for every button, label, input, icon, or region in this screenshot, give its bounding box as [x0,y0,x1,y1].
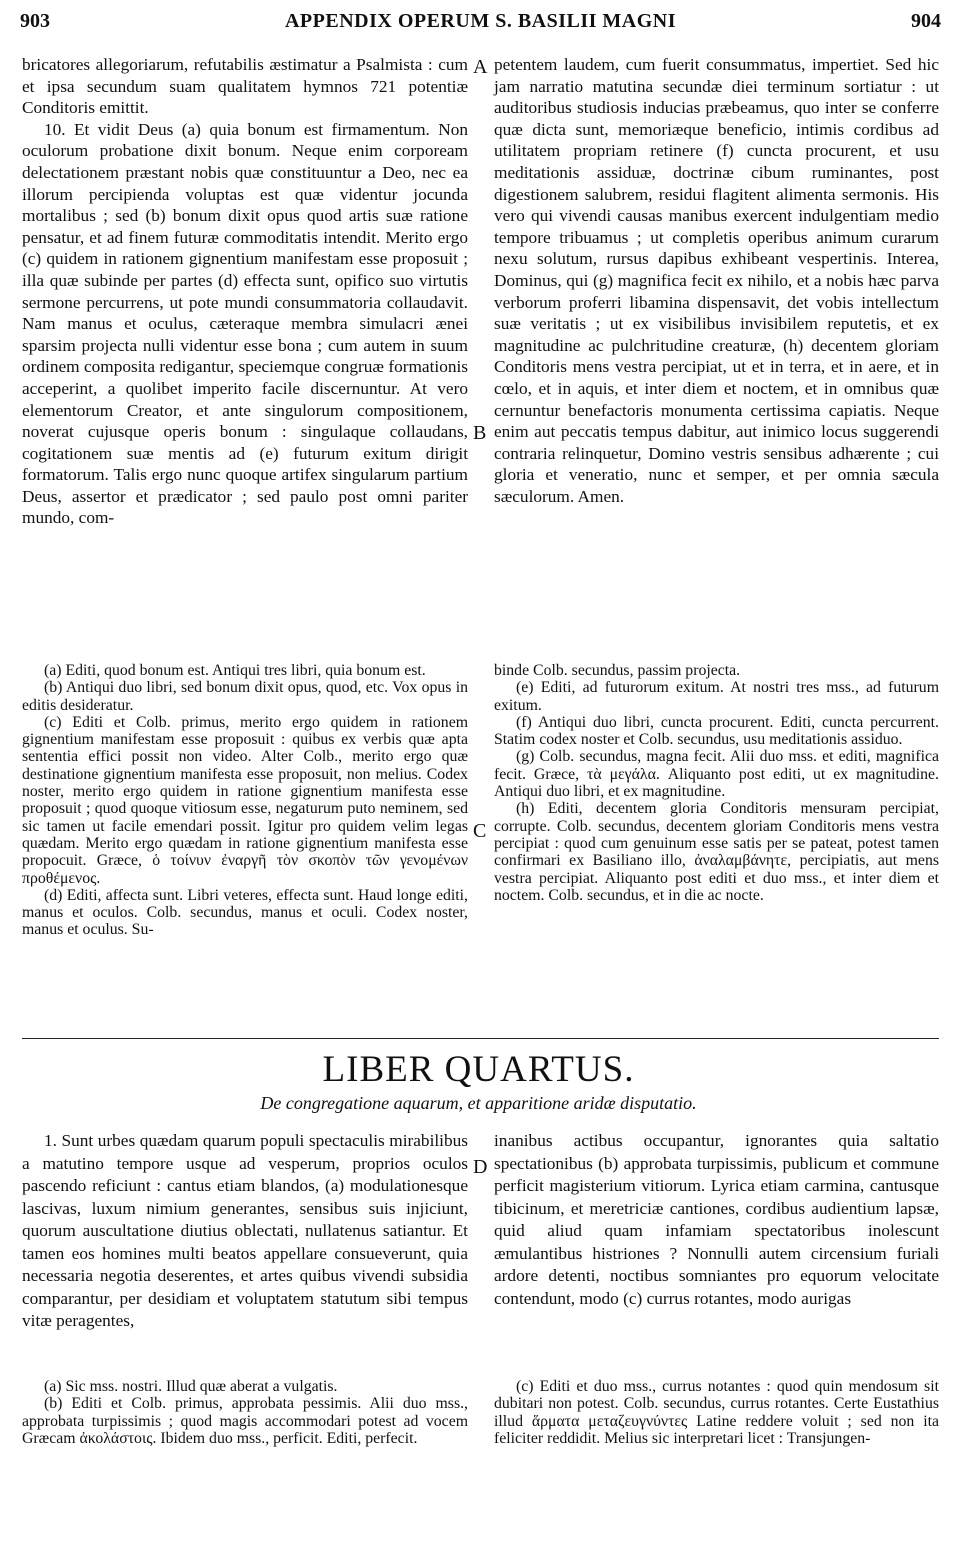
footnote: (e) Editi, ad futurorum exitum. At nostri tres mss., ad futurum exitum. [494,679,939,714]
margin-marker-c: C [473,820,487,842]
footnote: (h) Editi, decentem gloria Conditoris mensuram percipiat, corrupte. Colb. secundus, decentem gloriam Conditoris mens vestra percipiat : quod cum genuinum esse satis per se pateat, potest tamen confirmari ex Basiliano illo, ἀναλαμβάνητε, percipiatis, aut mens vestra percipiat. Aliquanto post editi et duo mss., et inter diem et noctem. Colb. secundus, et in die ac nocte. [494,800,939,904]
margin-marker-a: A [473,56,488,78]
lower-right-body [494,1130,939,1310]
page-number-right: 904 [911,10,941,32]
footnote: (d) Editi, affecta sunt. Libri veteres, effecta sunt. Haud longe editi, manus et oculos. Colb. secundus, manus et oculi. Codex noster, manus et oculus. Su- [22,886,468,939]
lower-right-footnotes [494,1378,939,1447]
footnote: (c) Editi et duo mss., currus notantes : quod quin mendosum sit dubitari non potest. Colb. secundus, currus rotantes. Certe Eustathius illud ἅρματα μεταζευγνύντες Latine reddere voluit ; sed non ita feliciter reddidit. Melius sic interpretari licet : Transjungen- [494,1378,939,1447]
running-header [20,10,941,40]
footnote: (g) Colb. secundus, magna fecit. Alii duo mss. et editi, magnifica fecit. Græce, τὰ μεγάλα. Aliquanto post editi, ut ex magnitudine. Antiqui duo libri, et ex magnitudine. [494,748,939,801]
book-title: LIBER QUARTUS. [322,1049,635,1090]
footnote: (b) Editi et Colb. primus, approbata pessimis. Alii duo mss., approbata turpissimis ; quod magis accommodari potest ad vocem Græcam ἀκολάστοις. Ibidem duo mss., perficit. Editi, perfecit. [22,1395,468,1447]
page-number-left: 903 [20,10,50,32]
upper-right-footnotes [494,662,939,904]
margin-marker-b: B [473,422,487,444]
paragraph: inanibus actibus occupantur, ignorantes quia saltatio spectationibus (b) approbata turpissimis, publicum et commune perficit magisterium vitiorum. Lyrica etiam carmina, cantusque tibicinum, et meretriciæ cantiones, cordibus audientium lapsæ, quid aliud quam infamiam spectatoribus inolescunt æmulantibus histriones ? Nonnulli autem circensium furiali ardore detenti, noctibus somniantes pro equorum velocitate contendunt, modo (c) currus rotantes, modo aurigas [494,1131,939,1308]
upper-left-body [22,54,468,529]
upper-right-body [494,54,939,507]
book-subtitle: De congregatione aquarum, et apparitione aridæ disputatio. [260,1093,697,1113]
lower-left-body [22,1130,468,1333]
footnote: (a) Editi, quod bonum est. Antiqui tres libri, quia bonum est. [44,662,426,679]
upper-left-footnotes [22,662,468,939]
paragraph: 10. Et vidit Deus (a) quia bonum est firmamentum. Non oculorum probatione dixit bonum. Neque enim corpoream delectationem præstant nobis quæ constituuntur a Deo, nec ea illorum percipienda voluptas est quæ videntur jocunda mortalibus ; sed (b) bonum dixit opus quod artis suæ ratione pensatur, et ad finem futuræ commoditatis intendit. Merito ergo (c) quidem in rationem gignentium manifestam esse proposuit ; illa quæ subinde per partes (d) effecta sunt, opifico suo virtutis sermone percurrens, ut pote mundi consummatoria collaudavit. Nam manus et oculus, cæteraque membra simulacri ænei sparsim projecta nulli videntur esse bona ; cum autem in suum ordinem composita redigantur, speciemque congruæ formationis acceperint, a quolibet imperito facile discernuntur. At vero elementorum Creator, et ante singulorum compositionem, noverat cujusque operis bonum : singulaque collaudans, cogitationem suæ mentis ad (e) futurum exitum dirigit formatorum. Talis ergo nunc quoque artifex singularum partium Deus, assertor et prædicator ; sed paulo post omni pariter mundo, com- [22,119,468,528]
section-divider [22,1038,939,1039]
footnote: (f) Antiqui duo libri, cuncta procurent. Editi, cuncta percurrent. Statim codex noster et Colb. secundus, usu meditationis assiduo. [494,713,939,749]
paragraph: petentem laudem, cum fuerit consummatus, impertiet. Sed hic jam narratio matutina secundæ diei terminum sortiatur : ut auditoribus studiosis inducias præbeamus, quo inter se conferre quæ dicta sunt, memoriæque beneficio, intimis cordibus ad utilitatem propriam retinere (f) cuncta procurent, et usu meditationis assiduæ, doctrinæ cibum ruminantes, post digestionem salubrem, residui flagitent alimenta sermonis. His vero qui vivendi causas manibus exercent indulgentiam medio tempore tribuamus ; ut completis operibus animum curarum nexu solutum, rursus dapibus exhibeant vespertinis. Interea, Dominus, qui (g) magnifica fecit ex nihilo, et a nobis hæc parva verborum proferri libamina dispensavit, det vobis intellectum suæ veritatis ; ut ex visibilibus invisibilem reputetis, et ex magnitudine ac pulchritudine creaturæ, (h) decentem gloriam Conditoris mens vestra percipiat, ut et in terra, et in aere, et in cœlo, et in aquis, et inter diem et noctem, et in omnibus quæ cernuntur benefactoris monumenta certissima capiatis. Neque enim aut peccatis tempus dabitur, aut inimico locus suggerendi contraria relinquetur, Domino vestris sensibus adhærente ; cui gloria et veneratio, nunc et semper, et per omnia sæcula sæculorum. Amen. [494,55,939,506]
footnote: binde Colb. secundus, passim projecta. [494,662,741,679]
margin-marker-d: D [473,1156,488,1178]
footnote: (c) Editi et Colb. primus, merito ergo quidem in rationem gignentium manifestam esse proposuit : quibus ex verbis quæ apta sententia effici possit non video. Alter Colb., merito ergo quæ destinatione gignentium manifesta esse proposuit, non melius. Codex noster, merito ergo quidem in ratione gignentium manifesta esse proposuit ; quod quoque vitiosum esse, negaturum puto neminem, sed sic tamen ut facile emendari possit. Igitur pro quidem velim legas quædam. Merito ergo quædam in ratione gignentium manifesta esse propocuit. Græce, ὁ τοίνυν ἐναργῆ τὸν σκοπὸν τῶν γενομένων προθέμενος. [22,713,468,887]
running-title: APPENDIX OPERUM S. BASILII MAGNI [284,10,677,32]
paragraph: bricatores allegoriarum, refutabilis æstimatur a Psalmista : cum et ipsa secundum suam qualitatem hymnos 721 potentiæ Conditoris emittit. [22,55,468,118]
paragraph: 1. Sunt urbes quædam quarum populi spectaculis mirabilibus a matutino tempore usque ad vesperum, proprios oculos pascendo reficiunt : cantus etiam blandos, (a) modulationesque lascivas, luxum nimium generantes, sensibus suis injiciunt, quorum auscultatione diutius oblectati, nullatenus satiantur. Et tamen eos homines multi beatos appellare consueverunt, quia necessaria negotia deserentes, et artes quibus vivendi subsidia comparantur, per desidiam et voluptatem statutum sibi tempus vitæ peragentes, [22,1131,468,1330]
lower-left-footnotes [22,1378,468,1447]
footnote: (b) Antiqui duo libri, sed bonum dixit opus, quod, etc. Vox opus in editis desideratur. [22,679,468,714]
footnote: (a) Sic mss. nostri. Illud quæ aberat a vulgatis. [44,1378,338,1395]
